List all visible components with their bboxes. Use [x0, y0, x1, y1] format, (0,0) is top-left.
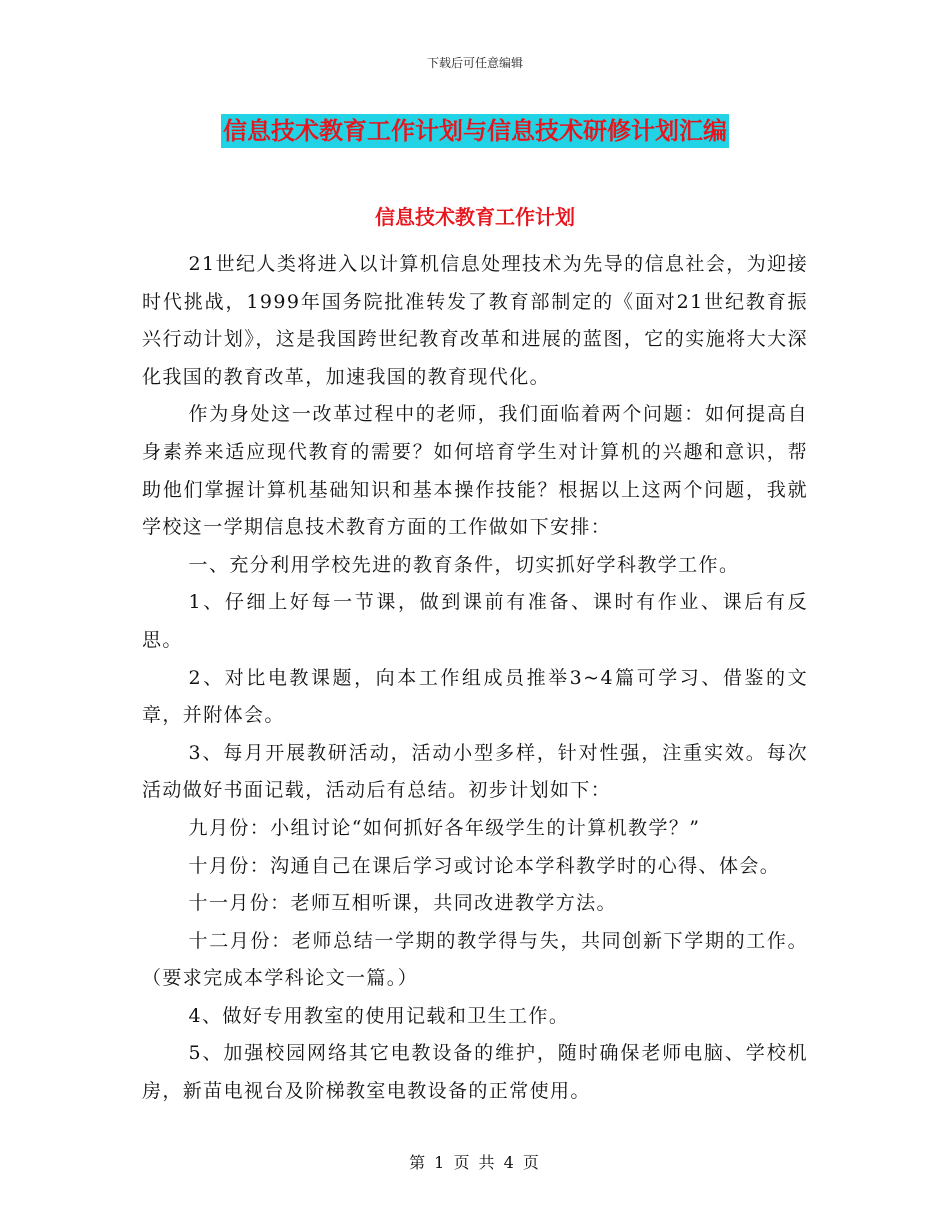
body-text — [142, 246, 808, 1111]
paragraph: 3、每月开展教研活动，活动小型多样，针对性强，注重实效。每次活动做好书面记载，活动后有总结。初步计划如下： — [142, 741, 808, 802]
paragraph: 九月份：小组讨论“如何抓好各年级学生的计算机教学？” — [188, 816, 701, 839]
main-title: 信息技术教育工作计划与信息技术研修计划汇编 — [221, 114, 729, 148]
paragraph: 4、做好专用教室的使用记载和卫生工作。 — [188, 1004, 570, 1027]
paragraph: 5、加强校园网络其它电教设备的维护，随时确保老师电脑、学校机房，新苗电视台及阶梯教室电教设备的正常使用。 — [142, 1042, 808, 1103]
page-footer: 第 1 页 共 4 页 — [409, 1153, 541, 1172]
paragraph: 作为身处这一改革过程中的老师，我们面临着两个问题：如何提高自身素养来适应现代教育的需要？如何培育学生对计算机的兴趣和意识，帮助他们掌握计算机基础知识和基本操作技能？根据以上这两个问题，我就学校这一学期信息技术教育方面的工作做如下安排： — [142, 403, 808, 539]
paragraph: 十月份：沟通自己在课后学习或讨论本学科教学时的心得、体会。 — [188, 854, 781, 877]
paragraph: 十一月份：老师互相听课，共同改进教学方法。 — [188, 892, 617, 915]
paragraph: 一、充分利用学校先进的教育条件，切实抓好学科教学工作。 — [188, 553, 740, 576]
paragraph: 21世纪人类将进入以计算机信息处理技术为先导的信息社会，为迎接时代挑战，1999年国务院批准转发了教育部制定的《面对21世纪教育振兴行动计划》，这是我国跨世纪教育改革和进展的蓝图，它的实施将大大深化我国的教育改革，加速我国的教育现代化。 — [142, 253, 808, 388]
paragraph: 2、对比电教课题，向本工作组成员推举3~4篇可学习、借鉴的文章，并附体会。 — [142, 666, 808, 727]
paragraph: 1、仔细上好每一节课，做到课前有准备、课时有作业、课后有反思。 — [142, 591, 808, 651]
paragraph: 十二月份：老师总结一学期的教学得与失，共同创新下学期的工作。（要求完成本学科论文一篇。） — [142, 929, 808, 990]
section-title: 信息技术教育工作计划 — [375, 205, 575, 229]
main-title-wrap — [0, 114, 950, 148]
header-note: 下载后可任意编辑 — [426, 56, 523, 70]
